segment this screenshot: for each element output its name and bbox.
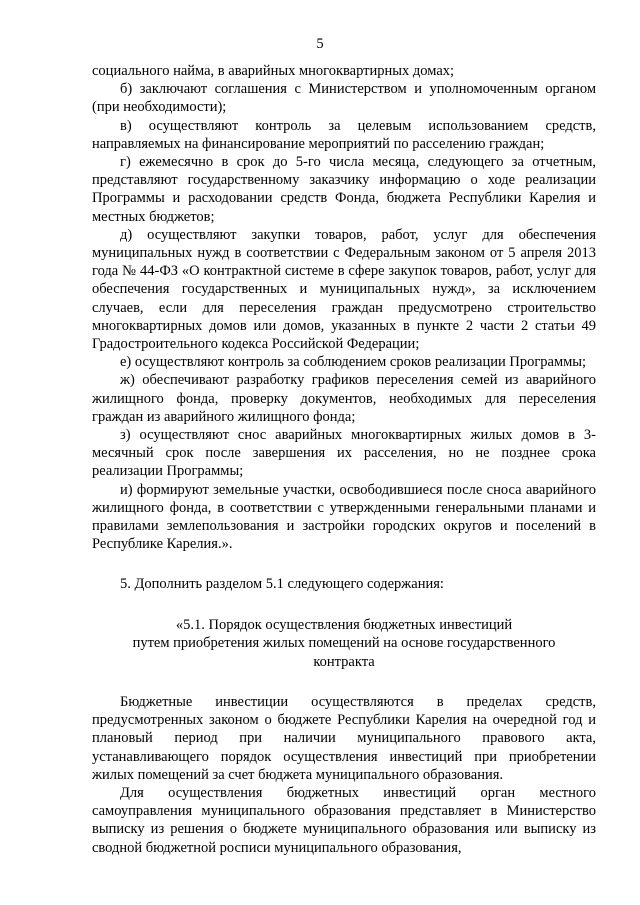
section-paragraph: Бюджетные инвестиции осуществляются в пределах средств, предусмотренных законом о бюджете Республики Карелия на очередной год и плановый период при наличии муниципального правового акта, устанавливающего порядок осуществления инвестиций при приобретении жилых помещений за счет бюджета муниципального образования.	[92, 693, 596, 783]
paragraph-item-i: и) формируют земельные участки, освободившиеся после сноса аварийного жилищного фонда, в соответствии с утвержденными генеральными планами и правилами землепользования и застройки городских округов и поселений в Республике Карелия.».	[92, 481, 596, 553]
paragraph-item-d: д) осуществляют закупки товаров, работ, услуг для обеспечения муниципальных нужд в соответствии с Федеральным законом от 5 апреля 2013 года № 44-ФЗ «О контрактной системе в сфере закупок товаров, работ, услуг для обеспечения государственных и муниципальных нужд», за исключением случаев, если для переселения граждан предусмотрено строительство многоквартирных домов или домов, указанных в пункте 2 части 2 статьи 49 Градостроительного кодекса Российской Федерации;	[92, 226, 596, 353]
paragraph-item-e: е) осуществляют контроль за соблюдением сроков реализации Программы;	[120, 354, 587, 371]
document-body	[92, 62, 596, 857]
section-title-line: контракта	[313, 653, 375, 670]
section-title-line: путем приобретения жилых помещений на основе государственного	[132, 635, 556, 652]
paragraph-item-zh: ж) обеспечивают разработку графиков переселения семей из аварийного жилищного фонда, проверку документов, необходимых для переселения граждан из аварийного жилищного фонда;	[92, 372, 596, 425]
section-title-line: «5.1. Порядок осуществления бюджетных инвестиций	[175, 616, 513, 633]
paragraph-continuation: социального найма, в аварийных многоквартирных домах;	[92, 63, 455, 79]
section-paragraph: Для осуществления бюджетных инвестиций орган местного самоуправления муниципального образования представляет в Министерство выписку из решения о бюджете муниципального образования или выписку из сводной бюджетной росписи муниципального образования,	[92, 784, 596, 856]
paragraph-item-b: б) заключают соглашения с Министерством и уполномоченным органом (при необходимости);	[92, 81, 596, 116]
page-number: 5	[316, 36, 324, 52]
section-title	[92, 616, 596, 671]
paragraph-item-g: г) ежемесячно в срок до 5-го числа месяца, следующего за отчетным, представляют государственному заказчику информацию о ходе реализации Программы и расходовании средств Фонда, бюджета Республики Карелия и местных бюджетов;	[92, 154, 596, 225]
paragraph-item-z: з) осуществляют снос аварийных многоквартирных жилых домов в 3-месячный срок после завершения их расселения, но не позднее срока реализации Программы;	[92, 427, 596, 480]
amendment-clause: 5. Дополнить разделом 5.1 следующего содержания:	[120, 576, 444, 593]
paragraph-item-v: в) осуществляют контроль за целевым использованием средств, направляемых на финансирование мероприятий по расселению граждан;	[92, 117, 596, 152]
